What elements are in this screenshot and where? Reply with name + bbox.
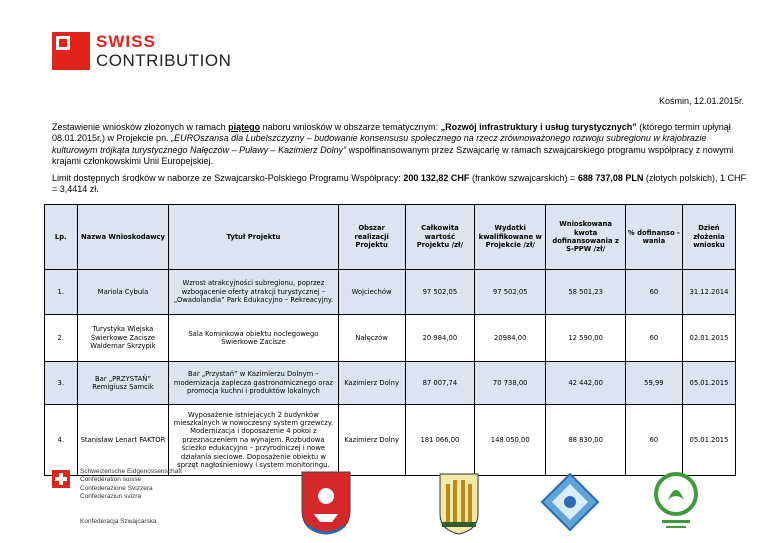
cell-area: Wojciechów — [338, 270, 405, 315]
swiss-confederation-names: Schweizerische Eidgenossenschaft Confédération suisse Confederazione Svizzera Confederaziun svizra — [80, 468, 182, 500]
header-area: Obszar realizacji Projektu — [338, 205, 405, 270]
cell-title: Bar „Przystań” w Kazimierzu Dolnym – modernizacja zaplecza gastronomicznego oraz promocja kuchni i produktów lokalnych — [169, 362, 338, 405]
header-date: Dzień złożenia wniosku — [682, 205, 735, 270]
cell-area: Kazimierz Dolny — [338, 362, 405, 405]
cell-date: 31.12.2014 — [682, 270, 735, 315]
cell-area: Nałęczów — [338, 315, 405, 362]
cell-title: Wyposażenie istniejących 2 budynków mieszkalnych w nowoczesny system grzewczy. Modernizacja i doposażenie 4 pokoi z przeznaczeniem na wynajem. Rozbudowa ścieżko edukacyjno – przyrodniczej i nowe działania sieciowe. Doposażenie obiektu w sprzęt nagłośnieniowy i system monitoringu. — [169, 405, 338, 476]
cell-percent: 59,99 — [625, 362, 682, 405]
table-row — [45, 315, 736, 362]
header-applicant: Nazwa Wnioskodawcy — [77, 205, 169, 270]
cell-eligible: 97 502,05 — [475, 270, 546, 315]
header-title: Tytuł Projektu — [169, 205, 338, 270]
pulawy-coat-of-arms-icon — [300, 470, 352, 536]
cell-applicant: Mariola Cybula — [77, 270, 169, 315]
zielony-pierscien-logo-icon — [652, 470, 700, 534]
table-row — [45, 270, 736, 315]
cell-date: 05.01.2015 — [682, 362, 735, 405]
cell-eligible: 20984,00 — [475, 315, 546, 362]
cell-applicant: Bar „PRZYSTAŃ” Remigiusz Samcik — [77, 362, 169, 405]
cell-date: 02.01.2015 — [682, 315, 735, 362]
document-date: Kośmin, 12.01.2015r. — [658, 96, 744, 106]
cell-lp: 4. — [45, 405, 78, 476]
header-eligible: Wydatki kwalifikowane w Projekcie /zł/ — [475, 205, 546, 270]
cell-title: Wzrost atrakcyjności subregionu, poprzez wzbogacenie oferty atrakcji turystycznej – „Owadolandia” Park Edukacyjno – Rekreacyjny. — [169, 270, 338, 315]
cell-total-value: 20 984,00 — [405, 315, 474, 362]
cell-percent: 60 — [625, 315, 682, 362]
cell-area: Kazimierz Dolny — [338, 405, 405, 476]
logo-text-swiss: SWISS — [96, 32, 156, 51]
header-lp: Lp. — [45, 205, 78, 270]
header-total-value: Całkowita wartość Projektu /zł/ — [405, 205, 474, 270]
cell-total-value: 181 066,00 — [405, 405, 474, 476]
wheat-emblem-icon — [436, 470, 482, 536]
cell-lp: 1. — [45, 270, 78, 315]
table-row — [45, 362, 736, 405]
logo-text-contribution: CONTRIBUTION — [96, 51, 232, 70]
header-percent: % dofinanso -wania — [625, 205, 682, 270]
cell-title: Sala Kominkowa obiektu noclegowego Świerkowe Zacisze — [169, 315, 338, 362]
cell-lp: 3. — [45, 362, 78, 405]
table-row — [45, 405, 736, 476]
lgd-logo-icon — [540, 472, 600, 532]
cell-applicant: Stanisław Lenart FAKTOR — [77, 405, 169, 476]
applications-table — [44, 204, 736, 476]
cell-percent: 60 — [625, 405, 682, 476]
cell-lp: 2. — [45, 315, 78, 362]
cell-percent: 60 — [625, 270, 682, 315]
swiss-cross-icon — [52, 32, 90, 70]
intro-paragraph: Zestawienie wniosków złożonych w ramach piątego naboru wniosków w obszarze tematycznym: „Rozwój infrastruktury i usług turystycznych” (którego termin upłynął 08.01.2015r.) w Projekcie pn. „EUROszansa dla Lubelszczyzny – budowanie konsensusu społecznego na rzecz zrównoważonego rozwoju subregionu w krajobrazie kulturowym trójkąta turystycznego Nałęczów – Puławy – Kazimierz Dolny” współfinansowanym przez Szwajcarię w ramach szwajcarskiego programu współpracy z nowymi krajami członkowskimi Unii Europejskiej. — [52, 122, 734, 166]
cell-eligible: 148 050,00 — [475, 405, 546, 476]
cell-requested: 42 442,00 — [546, 362, 625, 405]
cell-requested: 88 830,00 — [546, 405, 625, 476]
cell-date: 05.01.2015 — [682, 405, 735, 476]
cell-total-value: 97 502,05 — [405, 270, 474, 315]
cell-eligible: 70 738,00 — [475, 362, 546, 405]
cell-requested: 12 590,00 — [546, 315, 625, 362]
swiss-flag-icon — [52, 470, 70, 488]
table-header-row — [45, 205, 736, 270]
header-requested: Wnioskowana kwota dofinansowania z S-PPW /zł/ — [546, 205, 625, 270]
limit-paragraph: Limit dostępnych środków w naborze ze Szwajcarsko-Polskiego Programu Współpracy: 200 132,82 CHF (franków szwajcarskich) = 688 737,08 PLN (złotych polskich), 1 CHF = 3,4414 zł. — [52, 173, 747, 195]
swiss-contribution-logo — [52, 32, 232, 72]
swiss-confederation-pl: Konfederacja Szwajcarska — [80, 518, 157, 525]
cell-applicant: Turystyka Wiejska Świerkowe Zacisze Waldemar Skrzypik — [77, 315, 169, 362]
cell-requested: 58 501,23 — [546, 270, 625, 315]
cell-total-value: 87 007,74 — [405, 362, 474, 405]
